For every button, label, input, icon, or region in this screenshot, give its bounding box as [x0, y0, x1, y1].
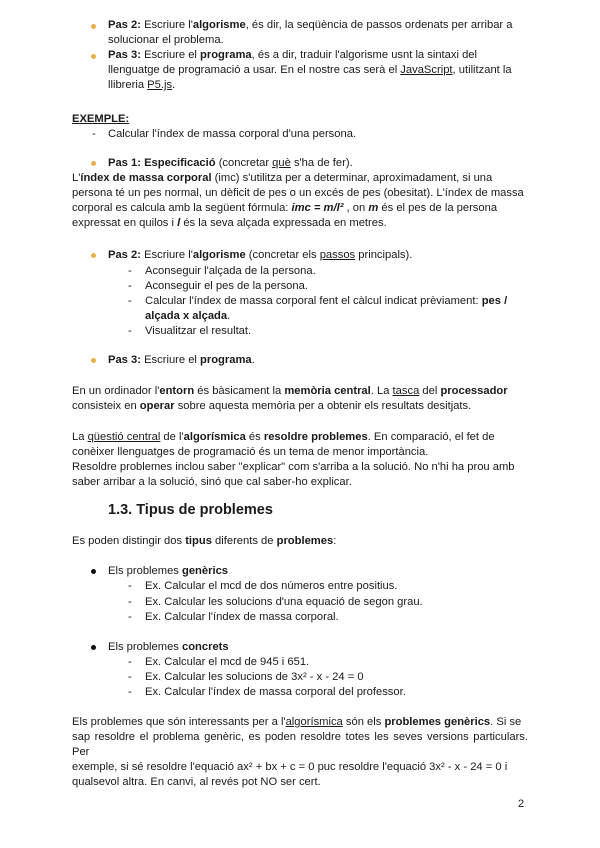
- dash-icon: -: [128, 611, 132, 623]
- concrete-problems: Els problemes concrets: [108, 641, 229, 653]
- generic-example: Ex. Calcular l'índex de massa corporal.: [145, 611, 339, 623]
- dash-icon: -: [92, 128, 96, 140]
- dash-icon: -: [128, 596, 132, 608]
- concrete-example: Ex. Calcular les solucions de 3x² - x - 24 = 0: [145, 671, 364, 683]
- bullet-icon: [91, 54, 96, 59]
- bullet-icon: [91, 24, 96, 29]
- exemple-task: Calcular l'índex de massa corporal d'una persona.: [108, 128, 357, 140]
- pas3-line: Pas 3: Escriure el programa.: [108, 354, 255, 366]
- dash-icon: -: [128, 656, 132, 668]
- page-number: 2: [518, 798, 525, 810]
- imc-paragraph: L'índex de massa corporal (imc) s'utilitza per a determinar, aproximadament, si una persona té un pes normal, un dèficit de pes o un excés de pes (obesitat). L'índex de massa corporal es calcula amb la següent fórmula: imc = m/l² , on m és el pes de la persona expressat en quilos i l és la seva alçada expressada en metres.: [72, 172, 524, 229]
- generic-example: Ex. Calcular el mcd de dos números entre positius.: [145, 580, 398, 592]
- bullet-icon: [91, 253, 96, 258]
- questio-paragraph: La qüestió central de l'algorísmica és resoldre problemes. En comparació, el fet de conèixer llenguatges de programació és un tema de menor importància. Resoldre problemes inclou saber "explicar" com s'arriba a la solució. No n'hi ha prou amb saber arribar a la solució, sinó que cal saber-ho explicar.: [72, 431, 515, 488]
- section-heading: 1.3. Tipus de problemes: [108, 502, 273, 518]
- pas1-line: Pas 1: Especificació (concretar què s'ha de fer).: [108, 157, 353, 169]
- pas2-item: Aconseguir el pes de la persona.: [145, 280, 308, 292]
- entorn-paragraph: En un ordinador l'entorn és bàsicament la memòria central. La tasca del processador consisteix en operar sobre aquesta memòria per a obtenir els resultats desitjats.: [72, 385, 508, 412]
- pas2-item: Aconseguir l'alçada de la persona.: [145, 265, 316, 277]
- pas2-item: Calcular l'índex de massa corporal fent el càlcul indicat prèviament: pes / alçada x alçada.: [145, 295, 508, 322]
- concrete-example: Ex. Calcular l'índex de massa corporal del professor.: [145, 686, 406, 698]
- bullet-icon: [91, 161, 96, 166]
- dash-icon: -: [128, 325, 132, 337]
- step-pas3: Pas 3: Escriure el programa, és a dir, traduir l'algorisme usnt la sintaxi del llenguatge de programació a usar. En el nostre cas serà el JavaScript, utilitzant la llibreria P5.js.: [108, 49, 512, 91]
- bullet-icon: [91, 569, 96, 574]
- generic-problems: Els problemes genèrics: [108, 565, 229, 577]
- dash-icon: -: [128, 265, 132, 277]
- bullet-icon: [91, 358, 96, 363]
- section-intro: Es poden distingir dos tipus diferents de problemes:: [72, 535, 337, 547]
- dash-icon: -: [128, 295, 132, 307]
- step-pas2: Pas 2: Escriure l'algorisme, és dir, la seqüència de passos ordenats per arribar a solucionar el problema.: [108, 19, 513, 46]
- dash-icon: -: [128, 686, 132, 698]
- pas2-item: Visualitzar el resultat.: [145, 325, 252, 337]
- final-paragraph: Els problemes que són interessants per a l'algorísmica són els problemes genèrics. Si se sap resoldre el problema genèric, es poden resoldre totes les seves versions particulars. Per exemple, si sé resoldre l'equació ax² + bx + c = 0 puc resoldre l'equació 3x² - x - 24 = 0 i qualsevol altra. En canvi, al revés pot NO ser cert.: [72, 716, 528, 788]
- concrete-example: Ex. Calcular el mcd de 945 i 651.: [145, 656, 310, 668]
- p5js-link[interactable]: P5.js: [147, 79, 173, 91]
- dash-icon: -: [128, 671, 132, 683]
- exemple-title: EXEMPLE:: [72, 113, 130, 125]
- pas2-line: Pas 2: Escriure l'algorisme (concretar els passos principals).: [108, 249, 413, 261]
- bullet-icon: [91, 645, 96, 650]
- javascript-link[interactable]: JavaScript: [400, 64, 453, 76]
- dash-icon: -: [128, 280, 132, 292]
- generic-example: Ex. Calcular les solucions d'una equació de segon grau.: [145, 596, 423, 608]
- dash-icon: -: [128, 580, 132, 592]
